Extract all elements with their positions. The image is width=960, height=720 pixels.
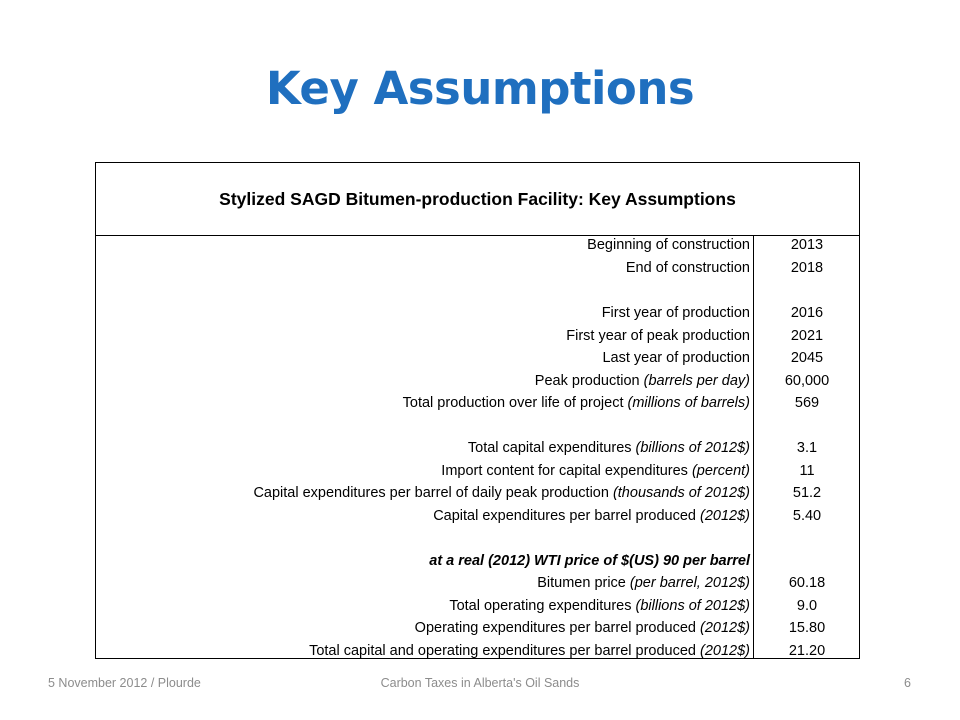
footer-date-author: 5 November 2012 / Plourde bbox=[48, 676, 201, 690]
row-value: 5.40 bbox=[792, 508, 822, 524]
row-label: Beginning of construction bbox=[587, 237, 750, 253]
table-row bbox=[96, 393, 859, 414]
table-row bbox=[96, 618, 859, 639]
row-value: 60.18 bbox=[788, 575, 826, 591]
row-label: Total capital expenditures (billions of 2012$) bbox=[467, 440, 750, 456]
row-value: 2013 bbox=[790, 237, 824, 253]
row-value: 21.20 bbox=[788, 643, 826, 659]
row-value: 2021 bbox=[790, 328, 824, 344]
row-label: Capital expenditures per barrel produced (2012$) bbox=[433, 508, 750, 524]
table-row bbox=[96, 258, 859, 279]
row-value: 2016 bbox=[790, 305, 824, 321]
row-label: Peak production (barrels per day) bbox=[534, 373, 750, 389]
table-row bbox=[96, 235, 859, 256]
row-label: Import content for capital expenditures (percent) bbox=[441, 463, 750, 479]
row-value: 15.80 bbox=[788, 620, 826, 636]
row-value: 9.0 bbox=[796, 598, 818, 614]
row-label: Last year of production bbox=[602, 350, 750, 366]
row-value: 569 bbox=[794, 395, 820, 411]
row-value: 3.1 bbox=[796, 440, 818, 456]
row-label: at a real (2012) WTI price of $(US) 90 per barrel bbox=[429, 553, 750, 569]
table-row bbox=[96, 483, 859, 504]
table-row bbox=[96, 461, 859, 482]
row-value: 51.2 bbox=[792, 485, 822, 501]
row-value: 60,000 bbox=[784, 373, 830, 389]
table-row bbox=[96, 326, 859, 347]
row-label: Capital expenditures per barrel of daily peak production (thousands of 2012$) bbox=[253, 485, 750, 501]
table-row bbox=[96, 438, 859, 459]
row-value: 11 bbox=[799, 463, 815, 479]
row-label: Total capital and operating expenditures per barrel produced (2012$) bbox=[309, 643, 750, 659]
slide-title: Key Assumptions bbox=[265, 62, 695, 115]
row-label: Total production over life of project (millions of barrels) bbox=[402, 395, 750, 411]
slide-number: 6 bbox=[904, 676, 911, 690]
table-row bbox=[96, 506, 859, 527]
row-label: Bitumen price (per barrel, 2012$) bbox=[537, 575, 750, 591]
table-body bbox=[96, 235, 859, 658]
table-row bbox=[96, 348, 859, 369]
row-value: 2018 bbox=[790, 260, 824, 276]
row-label: First year of peak production bbox=[566, 328, 750, 344]
table-row bbox=[96, 596, 859, 617]
table-header: Stylized SAGD Bitumen-production Facility: Key Assumptions bbox=[96, 163, 859, 236]
assumptions-table bbox=[95, 162, 860, 659]
table-row bbox=[96, 303, 859, 324]
table-row bbox=[96, 641, 859, 662]
row-label: End of construction bbox=[625, 260, 750, 276]
row-value: 2045 bbox=[790, 350, 824, 366]
footer-presentation-title: Carbon Taxes in Alberta's Oil Sands bbox=[380, 676, 580, 690]
table-row bbox=[96, 371, 859, 392]
row-label: First year of production bbox=[601, 305, 750, 321]
table-row-price-scenario bbox=[96, 551, 859, 572]
table-row bbox=[96, 573, 859, 594]
row-label: Operating expenditures per barrel produced (2012$) bbox=[414, 620, 750, 636]
row-label: Total operating expenditures (billions of 2012$) bbox=[449, 598, 750, 614]
